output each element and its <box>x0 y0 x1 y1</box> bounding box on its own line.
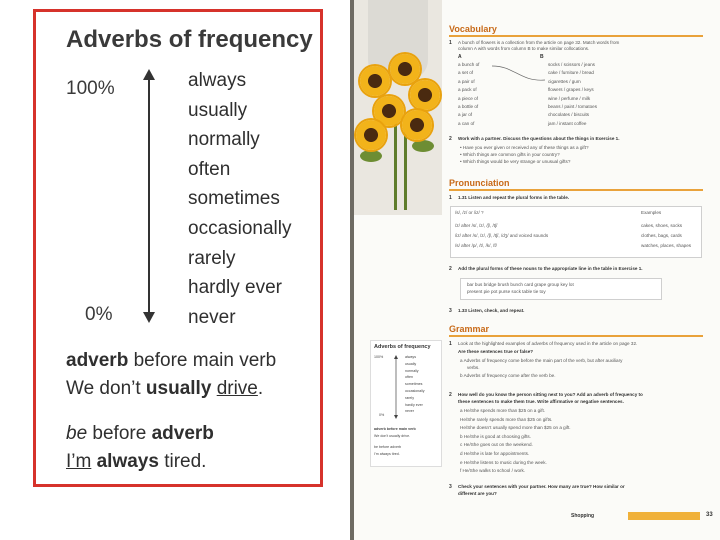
gram-sentence: a He/She spends more than $25 on a gift. <box>460 408 546 413</box>
gram-sentence: e He/She listens to music during the week. <box>460 459 547 465</box>
example-adverb: usually <box>145 378 212 399</box>
adverb-item: often <box>188 158 231 180</box>
column-a-label: A <box>458 54 462 60</box>
vocab-item-b: cake / furniture / bread <box>548 70 594 76</box>
example-period: . <box>257 378 264 399</box>
footer-band <box>628 512 700 520</box>
gram-statement-a2: verbs. <box>467 365 480 370</box>
panel-title: Adverbs of frequency <box>66 26 313 53</box>
percent-top-label: 100% <box>66 78 115 99</box>
gram-sentence: d He/She is late for appointments. <box>460 451 530 456</box>
pron-ex2-number: 2 <box>449 266 452 272</box>
mini-adverb-item: always <box>405 355 416 359</box>
adverb-item: hardly ever <box>188 277 282 299</box>
vocab-ex2-text: Work with a partner. Discuss the questions about the things in Exercise 1. <box>458 136 620 141</box>
percent-bottom-label: 0% <box>85 304 113 325</box>
sunflower <box>356 120 386 150</box>
rule-adverb-word-2: adverb <box>151 423 214 444</box>
vocab-item-a: a pack of <box>458 87 477 93</box>
gram-sentence: b He/She is good at choosing gifts. <box>460 433 531 439</box>
vocab-item-b: socks / scissors / jeans <box>548 62 595 67</box>
adverbs-of-frequency-panel <box>33 9 323 487</box>
vocab-item-b: wine / perfume / milk <box>548 95 591 101</box>
grammar-mini-box <box>370 340 442 467</box>
plural-table-header-examples: Examples <box>641 210 662 215</box>
example-always-tired <box>66 451 206 473</box>
mini-rule1: adverb before main verb <box>374 427 416 431</box>
mini-adverb-item: occasionally <box>405 389 425 393</box>
pron-ex3-text: 1.33 Listen, check, and repeat. <box>458 308 525 313</box>
vocab-ex1-text2: column A with words from column B to make similar collocations. <box>458 46 590 51</box>
grammar-heading: Grammar <box>449 324 490 334</box>
pron-ex3-number: 3 <box>449 308 452 314</box>
gram-ex2-number: 2 <box>449 392 452 398</box>
frequency-scale-arrow-icon <box>139 69 159 323</box>
rule-before: before <box>87 423 152 444</box>
page-number: 33 <box>706 512 713 518</box>
stem <box>394 120 397 210</box>
vocab-item-a: a bottle of <box>458 104 479 109</box>
rule-be-before-adverb <box>66 423 214 445</box>
vocab-question-1: • Have you ever given or received any of these things as a gift? <box>460 145 589 150</box>
gram-ex2-text2: these sentences to make them true. Write affirmative or negative sentences. <box>458 399 624 404</box>
stem <box>404 125 407 210</box>
vocab-ex1-number: 1 <box>449 40 452 46</box>
vocab-item-b: jam / instant coffee <box>548 120 587 126</box>
mini-top-label: 100% <box>374 355 384 359</box>
gram-ex3-number: 3 <box>449 484 452 490</box>
gram-ex2-text: How well do you know the person sitting next to you? Add an adverb of frequency to <box>458 392 643 397</box>
vocab-item-a: a pair of <box>458 78 475 84</box>
plural-table-row: /iz/ after /s/, /z/, /ʃ/, /tʃ/, /dʒ/ and voiced sounds <box>455 233 549 238</box>
sunflower <box>390 54 420 84</box>
unit-footer: Shopping <box>571 513 595 519</box>
vocab-item-b: beans / paint / tomatoes <box>548 104 598 109</box>
plural-word-list-2: present pie pot purse sock table tie toy <box>467 289 546 294</box>
adverb-item: sometimes <box>188 188 280 210</box>
vocab-item-b: chocolates / biscuits <box>548 112 590 118</box>
gram-end-text: Check your sentences with your partner. How many are true? How similar or <box>458 484 625 489</box>
vocabulary-heading: Vocabulary <box>449 24 497 34</box>
mini-example1: We don’t usually drive. <box>374 434 411 438</box>
vocabulary-rule <box>449 35 703 37</box>
gram-statement-b: b Adverbs of frequency come after the verb be. <box>460 373 556 378</box>
example2-subject: I’m <box>66 451 92 472</box>
adverb-item: normally <box>188 129 260 151</box>
vocab-question-2: • Which things are common gifts in your country? <box>460 152 560 157</box>
vocab-ex1-text: A bunch of flowers is a collection from the article on page 32. Match words from <box>458 40 620 45</box>
vocab-item-b: cigarettes / gum <box>548 78 581 84</box>
gram-statement-a: a Adverbs of frequency come before the main part of the verb, but after auxiliary <box>460 358 623 363</box>
sunflower <box>402 110 432 140</box>
example2-rest: tired. <box>158 451 207 472</box>
mini-bottom-label: 0% <box>379 413 385 417</box>
plural-word-list-1: bar bus bridge brush bunch card grape group key lot <box>467 282 574 287</box>
mini-adverb-item: normally <box>405 368 419 373</box>
grammar-rule <box>449 335 703 337</box>
adverb-item: never <box>188 306 236 328</box>
example-text: We don’t <box>66 378 146 399</box>
adverb-item: usually <box>188 99 248 121</box>
gram-end-text2: different are you? <box>458 491 497 496</box>
gram-sentence: c He/She goes out on the weekend. <box>460 442 533 448</box>
gram-sentence: He/She rarely spends more than $25 on gifts. <box>460 416 553 422</box>
mini-arrow-icon <box>393 355 399 419</box>
gram-sentence: He/She doesn’t usually spend more than $25 on a gift. <box>460 425 571 431</box>
sunflower <box>360 66 390 96</box>
plural-table-row-examples: clothes, bags, cards <box>641 233 682 238</box>
gram-ex1-number: 1 <box>449 341 452 347</box>
vocab-ex2-number: 2 <box>449 136 452 142</box>
adverb-item: always <box>188 70 247 91</box>
leaf <box>412 140 434 152</box>
gram-ex1-text: Look at the highlighted examples of adverbs of frequency used in the article on page 32. <box>458 341 638 346</box>
mini-rule2: be before adverb <box>374 445 402 449</box>
example-verb: drive <box>216 378 258 399</box>
vocab-item-a: a piece of <box>458 95 478 101</box>
plural-table-row-examples: watches, places, shapes <box>641 243 692 248</box>
mini-adverb-item: usually <box>405 361 417 366</box>
adverb-list <box>188 66 292 332</box>
gram-sentence: f He/She walks to school / work. <box>460 468 526 474</box>
pronunciation-heading: Pronunciation <box>449 178 510 188</box>
adverb-item: rarely <box>188 247 236 269</box>
vocab-item-a: a bunch of <box>458 62 480 67</box>
adverb-item: occasionally <box>188 217 292 239</box>
rule-adverb-word: adverb <box>66 350 129 371</box>
plural-table-row: /z/ after /s/, /z/, /ʃ/, /tʃ/ <box>455 223 498 228</box>
vocab-item-a: a jar of <box>458 112 473 118</box>
mini-title: Adverbs of frequency <box>374 344 431 350</box>
gram-question: Are these sentences true or false? <box>458 349 534 354</box>
mini-adverb-item: rarely <box>405 395 414 400</box>
plural-table-header: /s/, /z/ or /iz/ ? <box>455 210 484 215</box>
plural-word-box <box>460 278 662 300</box>
sunflowers-photo <box>354 0 442 215</box>
pron-ex2-text: Add the plural forms of these nouns to the appropriate line in the table in Exercise 1. <box>458 266 643 271</box>
pronunciation-rule <box>449 189 703 191</box>
plural-table-row-examples: cakes, shoes, socks <box>641 223 683 228</box>
example2-adverb: always <box>96 451 159 472</box>
plural-table <box>450 206 702 258</box>
mini-adverb-item: often <box>405 375 413 380</box>
pron-ex1-number: 1 <box>449 195 452 201</box>
vocab-item-a: a can of <box>458 120 475 126</box>
vocab-item-a: a set of <box>458 70 474 76</box>
mini-example2: I’m always tired. <box>374 452 400 456</box>
vocab-question-3: • Which things would be very strange or unusual gifts? <box>460 159 571 164</box>
mini-adverb-item: sometimes <box>405 382 423 387</box>
column-b-label: B <box>540 54 544 60</box>
vocab-item-b: flowers / grapes / keys <box>548 87 594 93</box>
match-line-icon <box>490 64 550 84</box>
example-usually-drive <box>66 378 263 400</box>
rule-adverb-before-verb <box>66 350 276 372</box>
sunflower <box>410 80 440 110</box>
leaf <box>360 150 382 162</box>
plural-table-row: /s/ after /p/, /t/, /k/, /f/ <box>455 243 497 248</box>
rule-be-word: be <box>66 423 88 444</box>
mini-adverb-item: never <box>405 409 414 414</box>
mini-adverb-item: hardly ever <box>405 402 423 407</box>
pron-ex1-text: 1.31 Listen and repeat the plural forms in the table. <box>458 195 570 200</box>
rule-before-main-verb: before main verb <box>128 350 277 371</box>
